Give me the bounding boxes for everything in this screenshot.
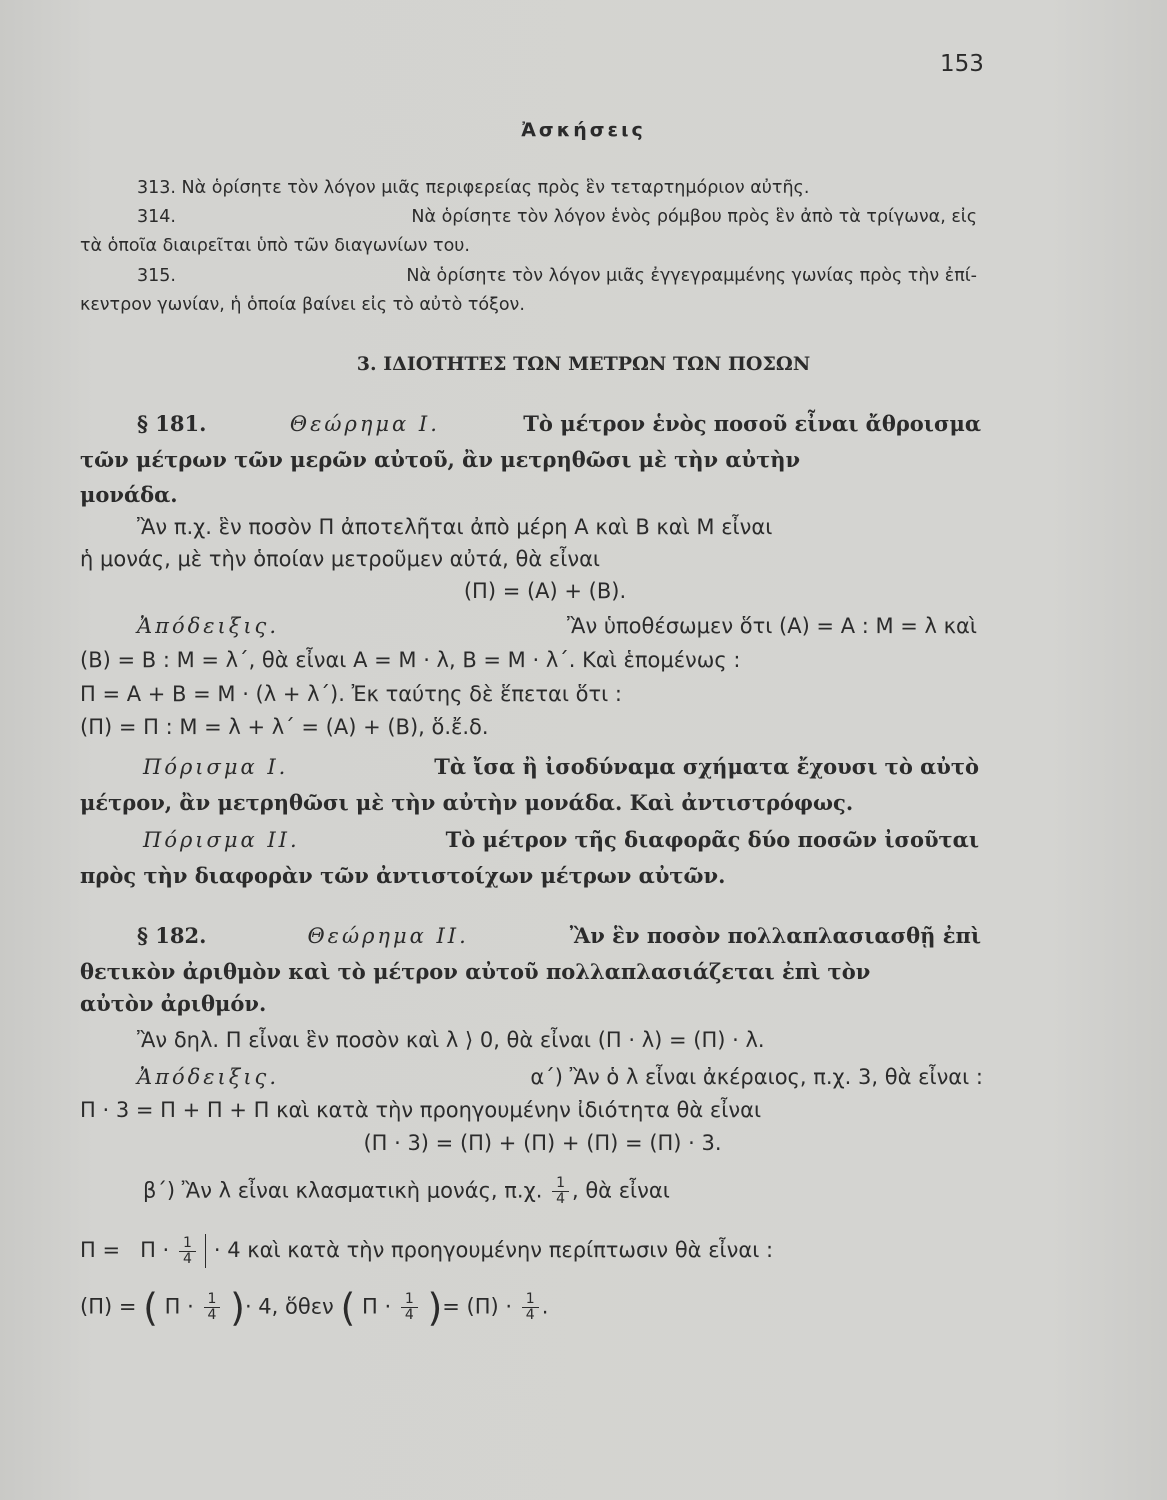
exercise-313: 313. Νὰ ὁρίσητε τὸν λόγον μιᾶς περιφερείας πρὸς ἓν τεταρτημόριον αὐτῆς. <box>137 178 810 198</box>
proof-181-line-3: Π = Α + Β = Μ · (λ + λ΄). Ἐκ ταύτης δὲ ἕπεται ὅτι : <box>80 682 622 706</box>
exercise-314: 314. Νὰ ὁρίσητε τὸν λόγον ἑνὸς ρόμβου πρὸς ἓν ἀπὸ τὰ τρίγωνα, εἰς <box>137 207 977 227</box>
exercise-315: 315. Νὰ ὁρίσητε τὸν λόγον μιᾶς ἐγγεγραμμένης γωνίας πρὸς τὴν ἐπί- <box>137 266 977 286</box>
equation-triple: (Π · 3) = (Π) + (Π) + (Π) = (Π) · 3. <box>363 1131 722 1155</box>
fraction-one-quarter: $\frac{1}{4}$ <box>204 1292 221 1323</box>
theorem-181-stmt-1: Τὸ μέτρον ἑνὸς ποσοῦ εἶναι ἄθροισμα <box>523 411 981 436</box>
page-number: 153 <box>940 51 984 77</box>
exercise-315-cont: κεντρον γωνίαν, ἡ ὁποία βαίνει εἰς τὸ αὐτὸ τόξον. <box>80 295 525 315</box>
proof-181-line-4: (Π) = Π : Μ = λ + λ΄ = (Α) + (Β), ὅ.ἔ.δ. <box>80 715 489 739</box>
final-equation-line: (Π) = ( Π · $\frac{1}{4}$ )· 4, ὅθεν ( Π · $\frac{1}{4}$ )= (Π) · $\frac{1}{4}$ . <box>80 1285 549 1330</box>
fraction-one-quarter: $\frac{1}{4}$ <box>522 1292 539 1323</box>
theorem-181-stmt-3: μονάδα. <box>80 482 178 507</box>
proof-182-label: Ἀπόδειξις. <box>137 1065 279 1089</box>
theorem-181-label: Θεώρημα Ι. <box>289 412 440 436</box>
proof-181-line-2: (Β) = Β : Μ = λ΄, θὰ εἶναι Α = Μ · λ, Β = Μ · λ΄. Καὶ ἑπομένως : <box>80 648 741 672</box>
theorem-182-head <box>137 922 981 950</box>
proof-181-label: Ἀπόδειξις. <box>137 614 279 638</box>
theorem-182-stmt-2: θετικὸν ἀριθμὸν καὶ τὸ μέτρον αὐτοῦ πολλαπλασιάζεται ἐπὶ τὸν <box>80 959 871 984</box>
exercises-heading: Ἀσκήσεις <box>521 119 646 141</box>
theorem-181-head <box>137 410 981 438</box>
proof-182-line-2: Π · 3 = Π + Π + Π καὶ κατὰ τὴν προηγουμένην ἰδιότητα θὰ εἶναι <box>80 1098 762 1122</box>
theorem-182-example: Ἂν δηλ. Π εἶναι ἓν ποσὸν καὶ λ ⟩ 0, θὰ εἶναι (Π · λ) = (Π) · λ. <box>137 1028 765 1052</box>
corollary-2-line-2: πρὸς τὴν διαφορὰν τῶν ἀντιστοίχων μέτρων αὐτῶν. <box>80 863 726 888</box>
theorem-181-body-2: ἡ μονάς, μὲ τὴν ὁποίαν μετροῦμεν αὐτά, θὰ εἶναι <box>80 547 601 571</box>
proof-182-line-1: Ἀπόδειξις. α΄) Ἂν ὁ λ εἶναι ἀκέραιος, π.χ. 3, θὰ εἶναι : <box>137 1065 983 1089</box>
fraction-one-quarter: $\frac{1}{4}$ <box>179 1236 196 1267</box>
fraction-one-quarter: $\frac{1}{4}$ <box>552 1176 569 1207</box>
theorem-181-number: § 181. <box>137 411 207 436</box>
theorem-181-body-1: Ἂν π.χ. ἓν ποσὸν Π ἀποτελῆται ἀπὸ μέρη Α καὶ Β καὶ Μ εἶναι <box>137 515 773 539</box>
corollary-1-label: Πόρισμα Ι. <box>143 755 289 779</box>
corollary-2-label: Πόρισμα ΙΙ. <box>143 828 300 852</box>
fraction-one-quarter: $\frac{1}{4}$ <box>401 1292 418 1323</box>
pi-equation-line: Π = Π · $\frac{1}{4}$ · 4 καὶ κατὰ τὴν προηγουμένην περίπτωσιν θὰ εἶναι : <box>80 1234 774 1267</box>
corollary-1-line-2: μέτρον, ἂν μετρηθῶσι μὲ τὴν αὐτὴν μονάδα. Καὶ ἀντιστρόφως. <box>80 790 854 815</box>
exercise-314-cont: τὰ ὁποῖα διαιρεῖται ὑπὸ τῶν διαγωνίων του. <box>80 236 470 256</box>
theorem-182-stmt-1: Ἂν ἓν ποσὸν πολλαπλασιασθῇ ἐπὶ <box>569 923 981 948</box>
equation-sum: (Π) = (Α) + (Β). <box>463 579 627 603</box>
theorem-181-stmt-2: τῶν μέτρων τῶν μερῶν αὐτοῦ, ἂν μετρηθῶσι μὲ τὴν αὐτὴν <box>80 447 801 472</box>
case-b-line: β΄) Ἂν λ εἶναι κλασματικὴ μονάς, π.χ. $\frac{1}{4}$ , θὰ εἶναι <box>143 1175 670 1207</box>
vertical-bar <box>205 1234 206 1268</box>
section-title: 3. ΙΔΙΟΤΗΤΕΣ ΤΩΝ ΜΕΤΡΩΝ ΤΩΝ ΠΟΣΩΝ <box>356 353 811 375</box>
theorem-182-label: Θεώρημα ΙΙ. <box>307 924 469 948</box>
corollary-2-line-1: Πόρισμα ΙΙ. Τὸ μέτρον τῆς διαφορᾶς δύο ποσῶν ἰσοῦται <box>143 827 979 852</box>
theorem-182-number: § 182. <box>137 923 207 948</box>
corollary-1-line-1: Πόρισμα Ι. Τὰ ἴσα ἢ ἰσοδύναμα σχήματα ἔχουσι τὸ αὐτὸ <box>143 754 979 779</box>
theorem-182-stmt-3: αὐτὸν ἀριθμόν. <box>80 991 267 1016</box>
proof-181-line-1: Ἀπόδειξις. Ἂν ὑποθέσωμεν ὅτι (Α) = Α : Μ = λ καὶ <box>137 614 977 638</box>
